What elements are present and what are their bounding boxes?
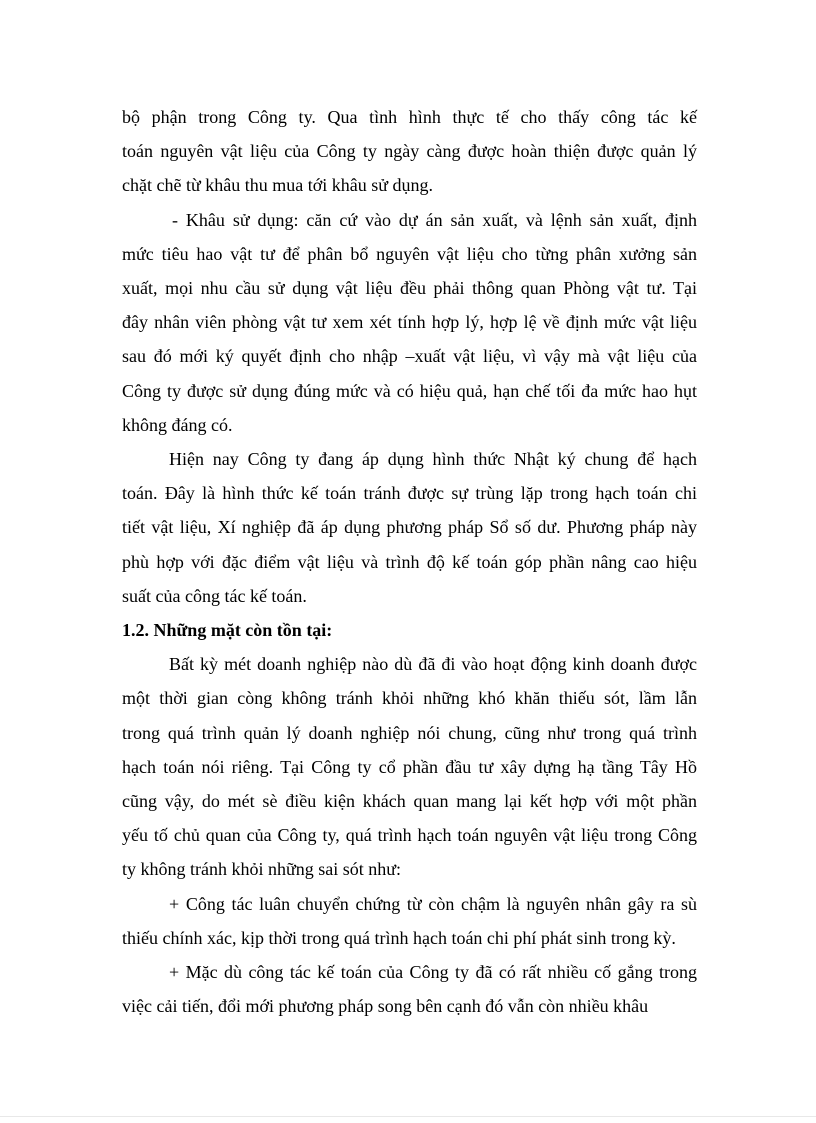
text-line: toán nguyên vật liệu của Công ty ngày càng được hoàn thiện được quản lý [122,141,697,162]
page-bottom-edge [0,1116,816,1117]
text-line: Bất kỳ mét doanh nghiệp nào dù đã đi vào hoạt động kinh doanh được [169,654,697,675]
paragraph-4 [122,647,697,886]
text-line: bộ phận trong Công ty. Qua tình hình thực tế cho thấy công tác kế [122,107,697,127]
paragraph-6 [122,955,697,1023]
text-line: trong quá trình quản lý doanh nghiệp nói chung, cũng như trong quá trình [122,722,697,743]
text-line: Hiện nay Công ty đang áp dụng hình thức Nhật ký chung để hạch [169,449,697,470]
text-line: hạch toán nói riêng. Tại Công ty cổ phần đầu tư xây dựng hạ tầng Tây Hồ [122,756,697,777]
text-line: không đáng có. [122,414,233,435]
text-line: cũng vậy, do mét sè điều kiện khách quan mang lại kết hợp với một phần [122,791,697,812]
text-line: việc cải tiến, đổi mới phương pháp song bên cạnh đó vẫn còn nhiều khâu [122,996,649,1017]
paragraph-5 [122,887,697,955]
text-line: sau đó mới ký quyết định cho nhập –xuất vật liệu, vì vậy mà vật liệu của [122,346,697,367]
text-line: + Công tác luân chuyển chứng từ còn chậm là nguyên nhân gây ra sù [169,893,697,914]
text-line: toán. Đây là hình thức kế toán tránh được sự trùng lặp trong hạch toán chi [122,483,697,504]
paragraph-2 [122,203,697,442]
text-line: - Khâu sử dụng: căn cứ vào dự án sản xuất, và lệnh sản xuất, định [172,209,697,230]
text-line: thiếu chính xác, kịp thời trong quá trình hạch toán chi phí phát sinh trong kỳ. [122,927,676,948]
section-heading: 1.2. Những mặt còn tồn tại: [122,620,333,641]
text-line: xuất, mọi nhu cầu sử dụng vật liệu đều phải thông quan Phòng vật tư. Tại [122,278,697,299]
text-line: + Mặc dù công tác kế toán của Công ty đã có rất nhiều cố gắng trong [169,962,697,983]
text-line: chặt chẽ từ khâu thu mua tới khâu sử dụng. [122,175,433,196]
text-line: một thời gian còng không tránh khỏi những khó khăn thiếu sót, lầm lẫn [122,688,697,709]
paragraph-3 [122,442,697,613]
text-line: yếu tố chủ quan của Công ty, quá trình hạch toán nguyên vật liệu trong Công [122,825,697,846]
text-line: Công ty được sử dụng đúng mức và có hiệu quả, hạn chế tối đa mức hao hụt [122,380,697,401]
document-body [122,100,697,1023]
text-line: mức tiêu hao vật tư để phân bổ nguyên vật liệu cho từng phân xưởng sản [122,243,697,264]
paragraph-1 [122,100,697,203]
text-line: suất của công tác kế toán. [122,585,307,606]
text-line: tiết vật liệu, Xí nghiệp đã áp dụng phương pháp Sổ số dư. Phương pháp này [122,517,697,538]
text-line: phù hợp với đặc điểm vật liệu và trình độ kế toán góp phần nâng cao hiệu [122,551,697,572]
text-line: ty không tránh khỏi những sai sót như: [122,859,401,880]
text-line: đây nhân viên phòng vật tư xem xét tính hợp lý, hợp lệ về định mức vật liệu [122,312,697,333]
